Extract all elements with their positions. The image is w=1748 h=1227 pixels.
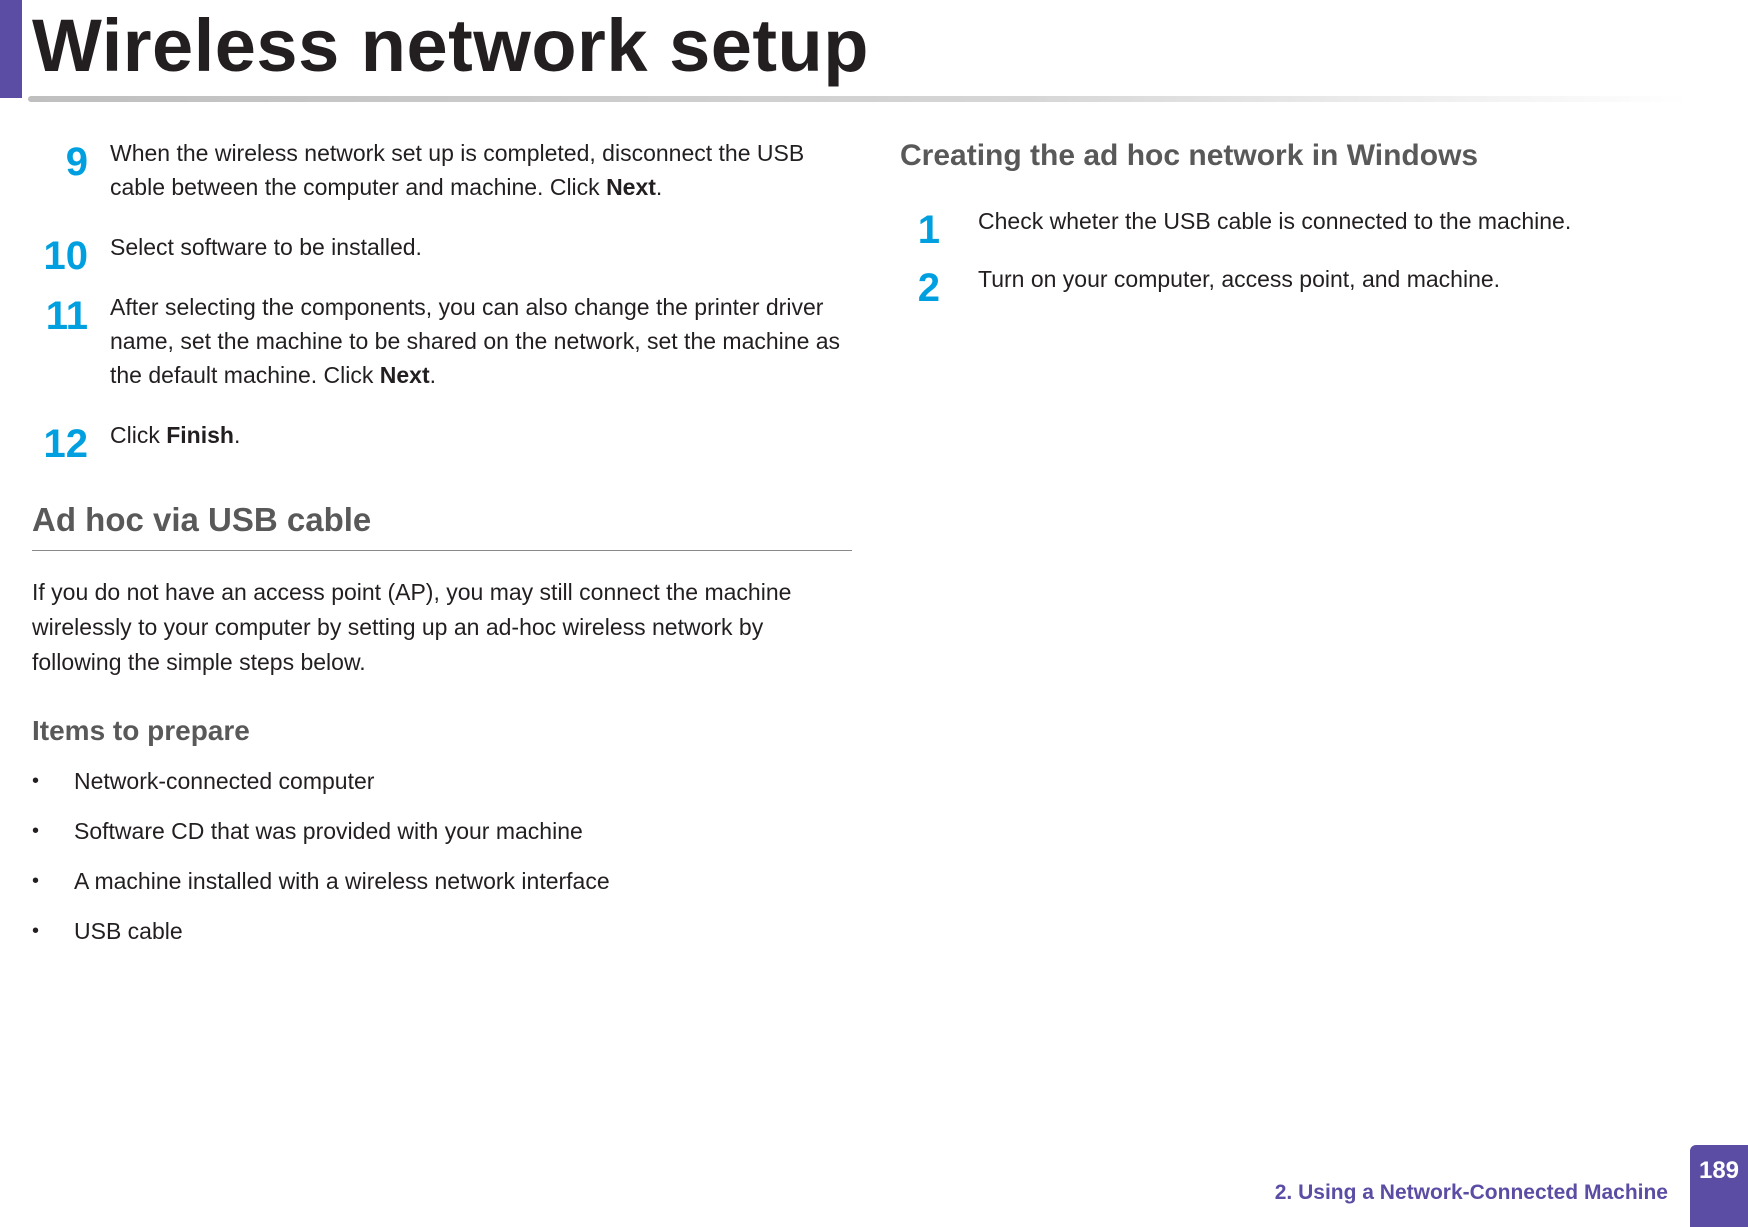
intro-paragraph: If you do not have an access point (AP), you may still connect the machine wirelessly to your computer by setting up an ad-hoc wireless network by following the simple steps below. xyxy=(32,579,792,675)
left-column xyxy=(32,136,852,964)
bullet-icon: • xyxy=(32,770,40,792)
step-number: 2 xyxy=(917,266,940,310)
step-text: When the wireless network set up is completed, disconnect the USB cable between the computer and machine. Click Next. xyxy=(110,140,805,200)
footer-chapter: 2. Using a Network-Connected Machine xyxy=(1274,1181,1668,1204)
step-11 xyxy=(32,290,852,392)
bullet-icon: • xyxy=(32,820,40,842)
step-text: Select software to be installed. xyxy=(110,234,422,260)
sub-heading-items: Items to prepare xyxy=(32,715,250,746)
step-number: 9 xyxy=(65,140,88,184)
list-item: • Software CD that was provided with your machine xyxy=(32,814,852,848)
list-item: • USB cable xyxy=(32,914,852,948)
step-2 xyxy=(900,262,1720,310)
right-column xyxy=(900,136,1720,322)
items-list xyxy=(32,764,852,948)
step-9 xyxy=(32,136,852,204)
header-accent-bar xyxy=(0,0,22,98)
list-item: • A machine installed with a wireless network interface xyxy=(32,864,852,898)
step-12 xyxy=(32,418,852,466)
step-number: 12 xyxy=(43,422,88,466)
step-text: After selecting the components, you can also change the printer driver name, set the machine to be shared on the network, set the machine as the default machine. Click Next. xyxy=(110,294,841,388)
page-title: Wireless network setup xyxy=(32,4,869,87)
bullet-icon: • xyxy=(32,920,40,942)
section-heading-windows: Creating the ad hoc network in Windows xyxy=(900,139,1479,172)
title-divider xyxy=(28,96,1688,102)
step-text: Check wheter the USB cable is connected to the machine. xyxy=(978,208,1572,234)
bullet-icon: • xyxy=(32,870,40,892)
section-heading-ad-hoc: Ad hoc via USB cable xyxy=(32,501,372,538)
page-number-badge: 189 xyxy=(1690,1145,1748,1227)
step-1 xyxy=(900,204,1720,252)
step-text: Turn on your computer, access point, and machine. xyxy=(978,266,1501,292)
step-10 xyxy=(32,230,852,278)
step-number: 10 xyxy=(43,234,88,278)
list-item: • Network-connected computer xyxy=(32,764,852,798)
step-number: 1 xyxy=(917,208,940,252)
step-text: Click Finish. xyxy=(110,422,241,448)
section-divider xyxy=(32,550,852,551)
step-number: 11 xyxy=(45,294,88,338)
